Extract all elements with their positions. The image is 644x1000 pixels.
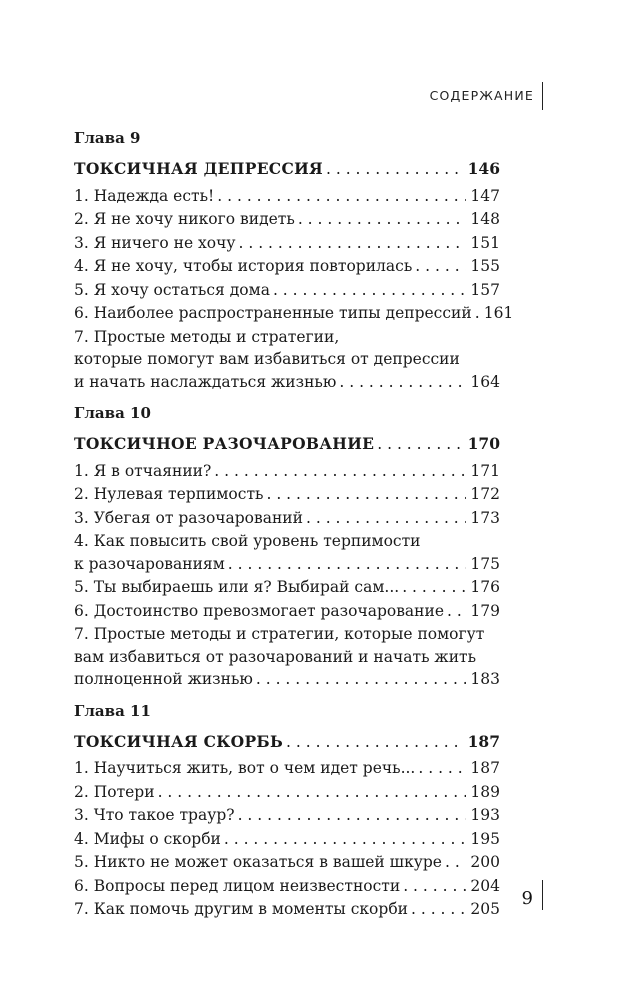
dot-leader <box>336 371 466 394</box>
toc-entry-text: 5. Я хочу остаться дома <box>74 280 270 299</box>
dot-leader <box>400 875 466 898</box>
toc-entry[interactable] <box>74 828 500 851</box>
toc-entry-row <box>74 668 500 691</box>
toc-entry[interactable] <box>74 208 500 231</box>
toc-entry-row <box>74 460 500 483</box>
toc-entry-row <box>74 507 500 530</box>
toc-entry[interactable] <box>74 804 500 827</box>
toc-entry-text: 1. Научиться жить, вот о чем идет речь... <box>74 759 416 777</box>
toc-entry[interactable] <box>74 781 500 804</box>
chapter-block <box>74 128 514 393</box>
toc-entry-text: 2. Нулевая терпимость <box>74 485 264 503</box>
toc-entry-row <box>74 851 500 874</box>
toc-entry[interactable] <box>74 757 500 780</box>
toc-entry-text: 4. Я не хочу, чтобы история повторилась <box>74 257 413 275</box>
toc-entry-text: 5. Ты выбираешь или я? Выбирай сам... <box>74 578 400 596</box>
chapter-page-number: 146 <box>467 159 500 178</box>
toc-entry[interactable] <box>74 530 500 575</box>
chapter-title-line[interactable] <box>74 731 500 754</box>
toc-entry-page-number: 171 <box>470 461 500 480</box>
toc-entry[interactable] <box>74 507 500 530</box>
toc-entry-text: 3. Что такое траур? <box>74 806 235 824</box>
toc-entry[interactable] <box>74 576 500 599</box>
toc-entry[interactable] <box>74 232 500 255</box>
toc-entry-row <box>74 255 500 278</box>
toc-entry-text: 6. Вопросы перед лицом неизвестности <box>74 876 401 895</box>
dot-leader <box>412 255 466 278</box>
toc-entry-text: 6. Наиболее распространенные типы депрессий <box>74 304 472 322</box>
chapter-label: Глава 10 <box>74 404 151 422</box>
chapter-title-line[interactable] <box>74 158 500 181</box>
toc-entry[interactable] <box>74 851 500 874</box>
toc-entry-page-number: 147 <box>470 186 500 205</box>
toc-entry-row <box>74 232 500 255</box>
toc-entry[interactable] <box>74 623 500 691</box>
toc-entry-page-number: 176 <box>470 578 500 596</box>
toc-entry-row <box>74 576 500 599</box>
footer-rule <box>542 880 543 910</box>
chapter-title: ТОКСИЧНАЯ СКОРБЬ <box>74 731 284 751</box>
toc-entry-row <box>74 828 500 851</box>
toc-entry[interactable] <box>74 185 500 208</box>
toc-entry[interactable] <box>74 483 500 506</box>
toc-entry-row <box>74 279 500 302</box>
toc-entry-page-number: 175 <box>470 554 500 573</box>
toc-entry-text: и начать наслаждаться жизнью <box>74 372 337 391</box>
toc-entry[interactable] <box>74 302 514 325</box>
header-rule <box>542 82 543 110</box>
dot-leader <box>399 576 466 599</box>
toc-entry-row <box>74 553 500 576</box>
toc-entry-text: 2. Потери <box>74 782 155 801</box>
chapter-title: ТОКСИЧНАЯ ДЕПРЕССИЯ <box>74 159 323 178</box>
toc-entry-row <box>74 875 500 898</box>
table-of-contents <box>74 124 514 931</box>
dot-leader <box>270 279 466 302</box>
dot-leader <box>323 158 464 181</box>
dot-leader <box>221 828 467 851</box>
toc-entry[interactable] <box>74 279 500 302</box>
dot-leader <box>374 433 463 456</box>
toc-entry-page-number: 155 <box>470 257 500 275</box>
toc-entry-page-number: 200 <box>470 853 500 871</box>
toc-entry-row <box>74 302 514 325</box>
toc-entry-row <box>74 371 500 394</box>
toc-entry-line: вам избавиться от разочарований и начать жить <box>74 647 477 666</box>
toc-entry-row <box>74 898 500 921</box>
toc-entry-page-number: 189 <box>470 782 500 801</box>
toc-entry-text: 3. Я ничего не хочу <box>74 233 236 252</box>
toc-entry-page-number: 193 <box>470 806 500 824</box>
toc-entry[interactable] <box>74 898 500 921</box>
toc-entry-text: 2. Я не хочу никого видеть <box>74 210 295 228</box>
toc-entry-text: 4. Мифы о скорби <box>74 829 221 848</box>
toc-entry-text: 5. Никто не может оказаться в вашей шкуре <box>74 853 442 871</box>
toc-entry-text: 1. Я в отчаянии? <box>74 461 212 480</box>
dot-leader <box>283 731 464 754</box>
toc-entry-text: 3. Убегая от разочарований <box>74 508 303 527</box>
dot-leader <box>303 507 466 530</box>
toc-entry-page-number: 151 <box>470 233 500 252</box>
dot-leader <box>235 804 467 827</box>
chapter-title: ТОКСИЧНОЕ РАЗОЧАРОВАНИЕ <box>74 434 375 453</box>
toc-entry-page-number: 195 <box>470 829 500 848</box>
toc-entry-page-number: 204 <box>470 876 500 895</box>
dot-leader <box>263 483 466 506</box>
toc-entry-page-number: 179 <box>470 601 500 620</box>
dot-leader <box>211 460 466 483</box>
dot-leader <box>415 757 466 780</box>
dot-leader <box>295 208 467 231</box>
toc-entry-page-number: 205 <box>470 900 500 918</box>
toc-entry-row <box>74 600 500 623</box>
dot-leader <box>225 553 467 576</box>
dot-leader <box>442 851 466 874</box>
toc-entry-text: полноценной жизнью <box>74 670 253 688</box>
chapter-label: Глава 9 <box>74 129 141 147</box>
toc-entry[interactable] <box>74 600 500 623</box>
toc-entry-line: 4. Как повысить свой уровень терпимости <box>74 532 421 550</box>
toc-entry-line: которые помогут вам избавиться от депрессии <box>74 350 460 368</box>
dot-leader <box>155 781 467 804</box>
toc-entry[interactable] <box>74 255 500 278</box>
toc-entry-line: 7. Простые методы и стратегии, <box>74 327 340 346</box>
chapter-page-number: 187 <box>467 731 500 751</box>
toc-entry-text: к разочарованиям <box>74 554 225 573</box>
chapter-block <box>74 701 500 921</box>
chapter-page-number: 170 <box>467 434 500 453</box>
toc-entry-page-number: 148 <box>470 210 500 228</box>
toc-entry-text: 7. Как помочь другим в моменты скорби <box>74 900 408 918</box>
toc-entry-row <box>74 804 500 827</box>
toc-entry[interactable] <box>74 875 500 898</box>
chapter-label: Глава 11 <box>74 701 151 720</box>
toc-entry-page-number: 157 <box>470 280 500 299</box>
chapter-block <box>74 403 500 691</box>
toc-entry-row <box>74 208 500 231</box>
toc-entry-row <box>74 185 500 208</box>
dot-leader <box>253 668 467 691</box>
dot-leader <box>214 185 466 208</box>
toc-entry-page-number: 164 <box>470 372 500 391</box>
chapter-title-line[interactable] <box>74 433 500 456</box>
toc-entry-row <box>74 781 500 804</box>
toc-entry-page-number: 172 <box>470 485 500 503</box>
dot-leader <box>444 600 466 623</box>
toc-entry-line: 7. Простые методы и стратегии, которые помогут <box>74 625 485 643</box>
dot-leader <box>472 302 480 325</box>
toc-entry-row <box>74 757 500 780</box>
running-header: СОДЕРЖАНИЕ <box>429 88 534 103</box>
toc-entry-page-number: 161 <box>483 304 514 322</box>
toc-entry[interactable] <box>74 460 500 483</box>
dot-leader <box>236 232 467 255</box>
page-number: 9 <box>521 888 533 909</box>
toc-entry-page-number: 173 <box>470 508 500 527</box>
dot-leader <box>408 898 466 921</box>
toc-entry-text: 6. Достоинство превозмогает разочарование <box>74 601 444 620</box>
toc-entry-page-number: 183 <box>470 670 500 688</box>
toc-entry[interactable] <box>74 326 500 394</box>
toc-entry-page-number: 187 <box>470 759 500 777</box>
toc-entry-row <box>74 483 500 506</box>
toc-entry-text: 1. Надежда есть! <box>74 186 215 205</box>
